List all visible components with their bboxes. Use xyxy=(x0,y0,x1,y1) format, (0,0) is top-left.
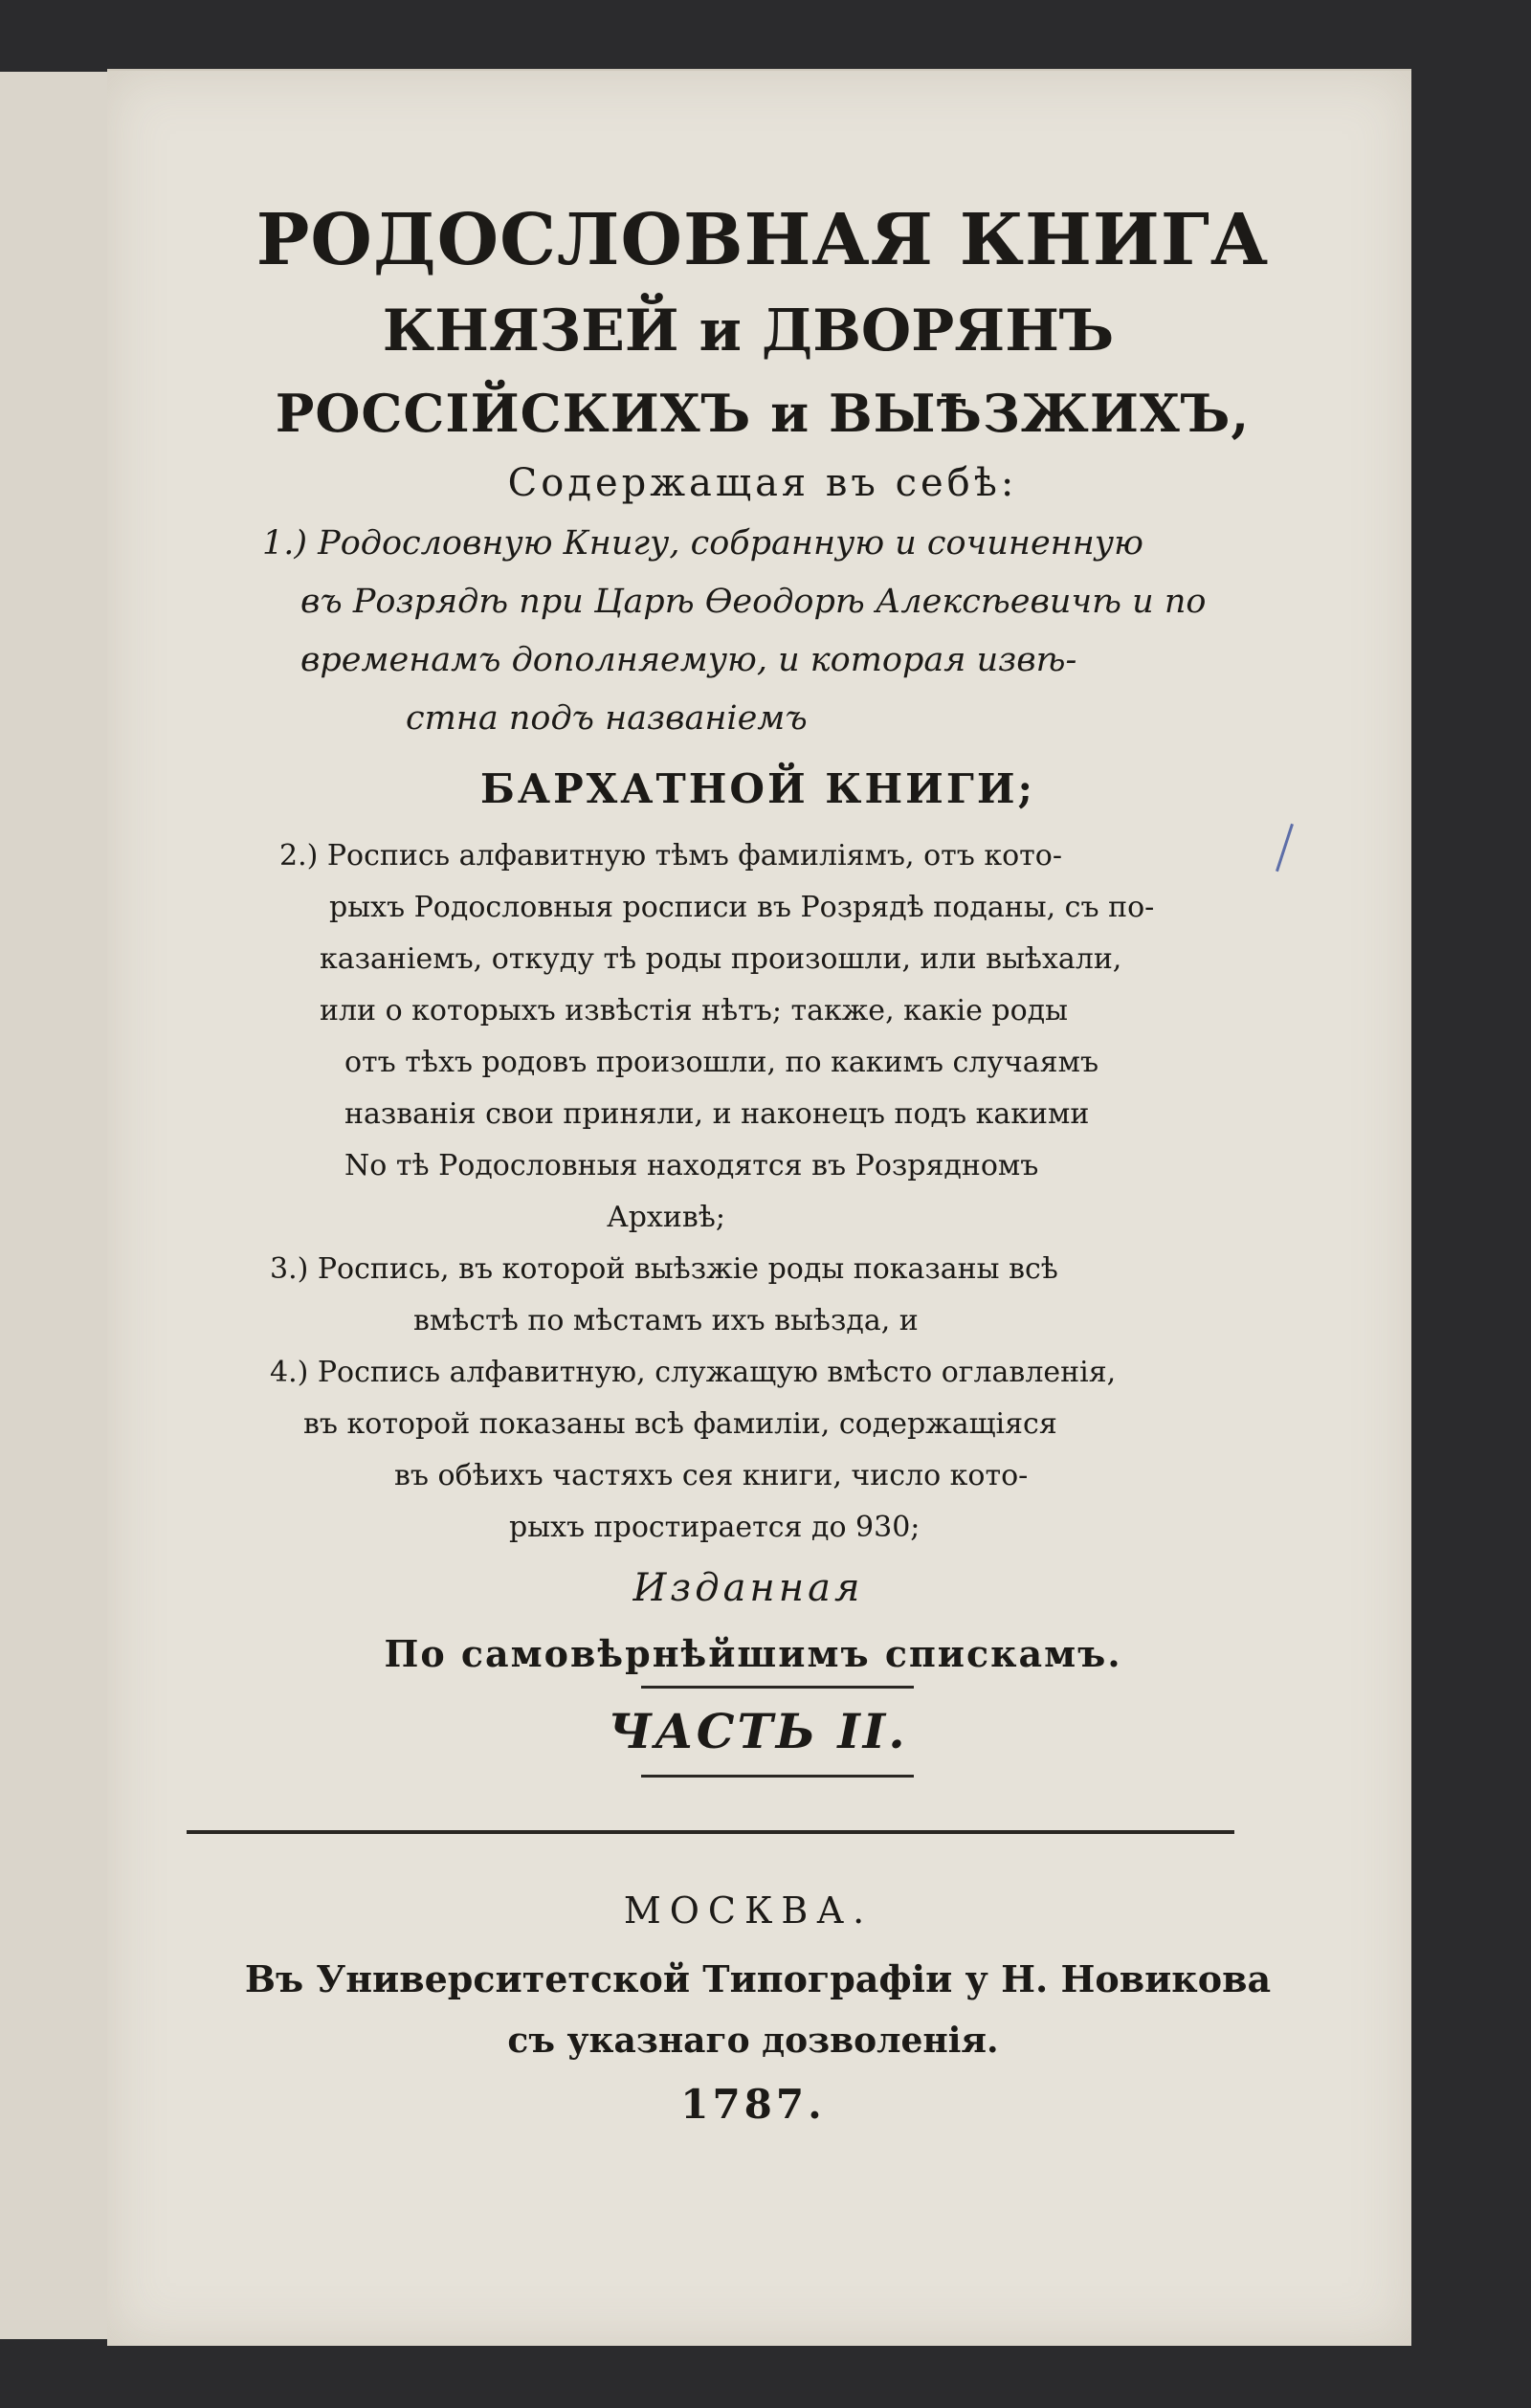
title-line-2: КНЯЗЕЙ и ДВОРЯНЪ xyxy=(382,298,1115,365)
contents-intro: Содержащая въ себѣ: xyxy=(507,461,1018,505)
velvet-book-heading: БАРХАТНОЙ КНИГИ; xyxy=(479,765,1036,812)
item2-line: 2.) Роспись алфавитную тѣмъ фамиліямъ, отъ кото- xyxy=(279,839,1062,873)
imprint-permission: съ указнаго дозволенія. xyxy=(507,2021,999,2061)
item4-line: въ которой показаны всѣ фамиліи, содержащіяся xyxy=(303,1407,1057,1441)
item2-line: отъ тѣхъ родовъ произошли, по какимъ случаямъ xyxy=(344,1046,1099,1079)
item1-line: въ Розрядѣ при Царѣ Ѳеодорѣ Алексѣевичѣ и по xyxy=(300,583,1207,621)
long-divider xyxy=(187,1830,1234,1834)
item1-line: 1.) Родословную Книгу, собранную и сочиненную xyxy=(262,524,1143,563)
item2-line: рыхъ Родословныя росписи въ Розрядѣ поданы, съ по- xyxy=(329,891,1155,924)
item1-line: временамъ дополняемую, и которая извѣ- xyxy=(300,641,1077,679)
item2-line: Архивѣ; xyxy=(607,1201,725,1234)
item4-line: въ обѣихъ частяхъ сея книги, число кото- xyxy=(394,1459,1029,1492)
part-number: ЧАСТЬ II. xyxy=(608,1703,908,1759)
published-label: Изданная xyxy=(632,1566,864,1610)
item4-line: рыхъ простирается до 930; xyxy=(509,1511,921,1544)
item2-line: казаніемъ, откуду тѣ роды произошли, или выѣхали, xyxy=(320,942,1122,976)
item2-line: No тѣ Родословныя находятся въ Розрядномъ xyxy=(344,1149,1039,1182)
by-lists-label: По самовѣрнѣйшимъ спискамъ. xyxy=(384,1632,1122,1675)
title-line-3: РОССІЙСКИХЪ и ВЫѢЗЖИХЪ, xyxy=(275,383,1251,444)
item3-line: 3.) Роспись, въ которой выѣзжіе роды показаны всѣ xyxy=(270,1252,1058,1286)
imprint-printer: Въ Университетской Типографіи у Н. Новикова xyxy=(244,1957,1272,2000)
item2-line: или о которыхъ извѣстія нѣтъ; также, какіе роды xyxy=(320,994,1069,1027)
title-page xyxy=(107,69,1411,2346)
facing-page-edge xyxy=(0,72,117,2339)
item3-line: вмѣстѣ по мѣстамъ ихъ выѣзда, и xyxy=(413,1304,919,1337)
title-line-1: РОДОСЛОВНАЯ КНИГА xyxy=(255,199,1270,281)
item1-line: стна подъ названіемъ xyxy=(406,699,808,738)
item2-line: названія свои приняли, и наконецъ подъ какими xyxy=(344,1097,1090,1131)
title-page-text xyxy=(174,193,1380,2138)
imprint-year: 1787. xyxy=(680,2081,826,2128)
item4-line: 4.) Роспись алфавитную, служащую вмѣсто оглавленія, xyxy=(270,1356,1117,1389)
imprint-city: МОСКВА. xyxy=(623,1889,874,1932)
